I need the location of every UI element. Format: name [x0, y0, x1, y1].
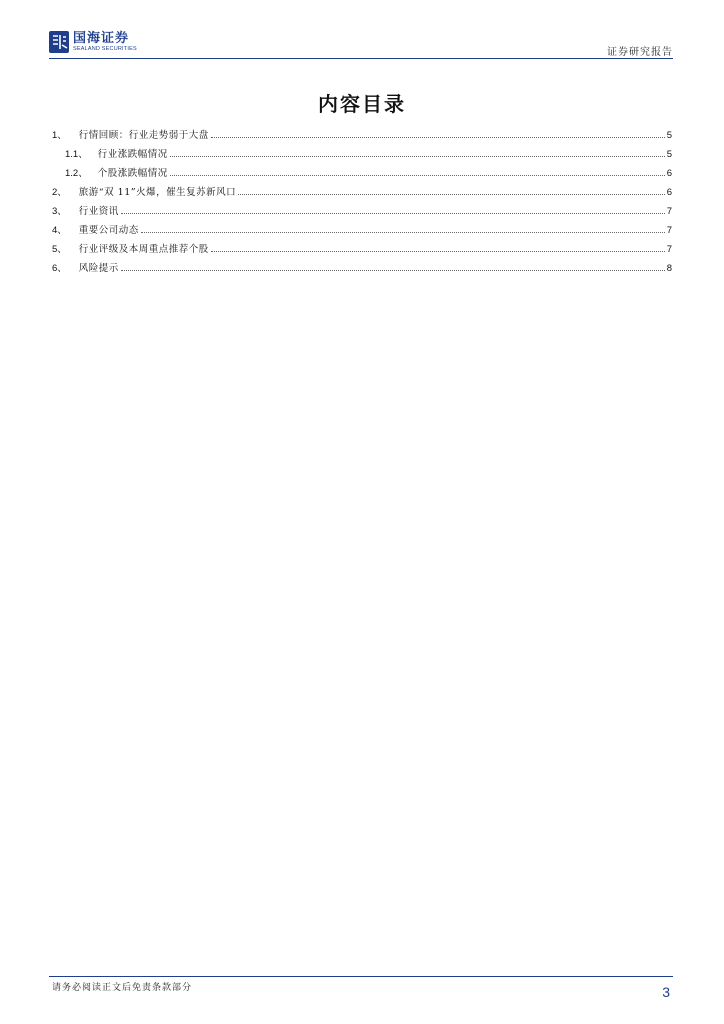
toc-entry-number: 1.1、: [65, 149, 88, 160]
logo-chinese-name: 国海证券: [73, 31, 130, 46]
company-logo: [49, 31, 137, 55]
toc-entry-2[interactable]: [52, 179, 672, 198]
sealand-logo-icon: [49, 31, 69, 53]
toc-entry-page: 6: [666, 168, 672, 179]
toc-dot-leader: [238, 194, 665, 195]
toc-title: 内容目录: [318, 92, 406, 116]
toc-entry-1[interactable]: [52, 122, 672, 141]
toc-entry-title: 旅游“双 11”火爆，催生复苏新风口: [78, 187, 237, 198]
toc-entry-number: 1.2、: [65, 168, 88, 179]
toc-entry-1-1[interactable]: [52, 141, 672, 160]
toc-entry-5[interactable]: [52, 236, 672, 255]
toc-dot-leader: [170, 175, 665, 176]
toc-entry-number: 3、: [52, 206, 67, 217]
report-type-label: 证券研究报告: [607, 47, 673, 58]
toc-entry-number: 1、: [52, 130, 67, 141]
toc-entry-page: 6: [666, 187, 672, 198]
toc-entry-page: 5: [666, 130, 672, 141]
toc-dot-leader: [121, 213, 665, 214]
page-number: 3: [662, 984, 670, 1000]
page-header: [49, 31, 673, 59]
toc-entry-title: 行情回顾：行业走势弱于大盘: [78, 130, 209, 141]
logo-english-name: SEALAND SECURITIES: [73, 46, 137, 52]
table-of-contents: [52, 122, 672, 274]
toc-entry-page: 7: [666, 244, 672, 255]
toc-entry-page: 7: [666, 225, 672, 236]
toc-dot-leader: [211, 137, 665, 138]
toc-dot-leader: [170, 156, 665, 157]
toc-entry-page: 5: [666, 149, 672, 160]
toc-dot-leader: [211, 251, 665, 252]
toc-dot-leader: [121, 270, 665, 271]
toc-entry-title: 行业评级及本周重点推荐个股: [78, 244, 209, 255]
toc-dot-leader: [141, 232, 665, 233]
toc-entry-number: 4、: [52, 225, 67, 236]
toc-entry-3[interactable]: [52, 198, 672, 217]
toc-entry-title: 行业资讯: [78, 206, 119, 217]
toc-entry-title: 个股涨跌幅情况: [97, 168, 168, 179]
toc-entry-title: 重要公司动态: [78, 225, 139, 236]
toc-entry-1-2[interactable]: [52, 160, 672, 179]
toc-entry-number: 6、: [52, 263, 67, 274]
toc-entry-number: 2、: [52, 187, 67, 198]
header-divider: [49, 58, 673, 59]
toc-entry-number: 5、: [52, 244, 67, 255]
toc-entry-page: 8: [666, 263, 672, 274]
toc-entry-title: 风险提示: [78, 263, 119, 274]
toc-entry-page: 7: [666, 206, 672, 217]
toc-entry-4[interactable]: [52, 217, 672, 236]
footer-divider: [49, 976, 673, 977]
toc-entry-title: 行业涨跌幅情况: [97, 149, 168, 160]
disclaimer-note: 请务必阅读正文后免责条款部分: [52, 983, 193, 993]
toc-entry-6[interactable]: [52, 255, 672, 274]
